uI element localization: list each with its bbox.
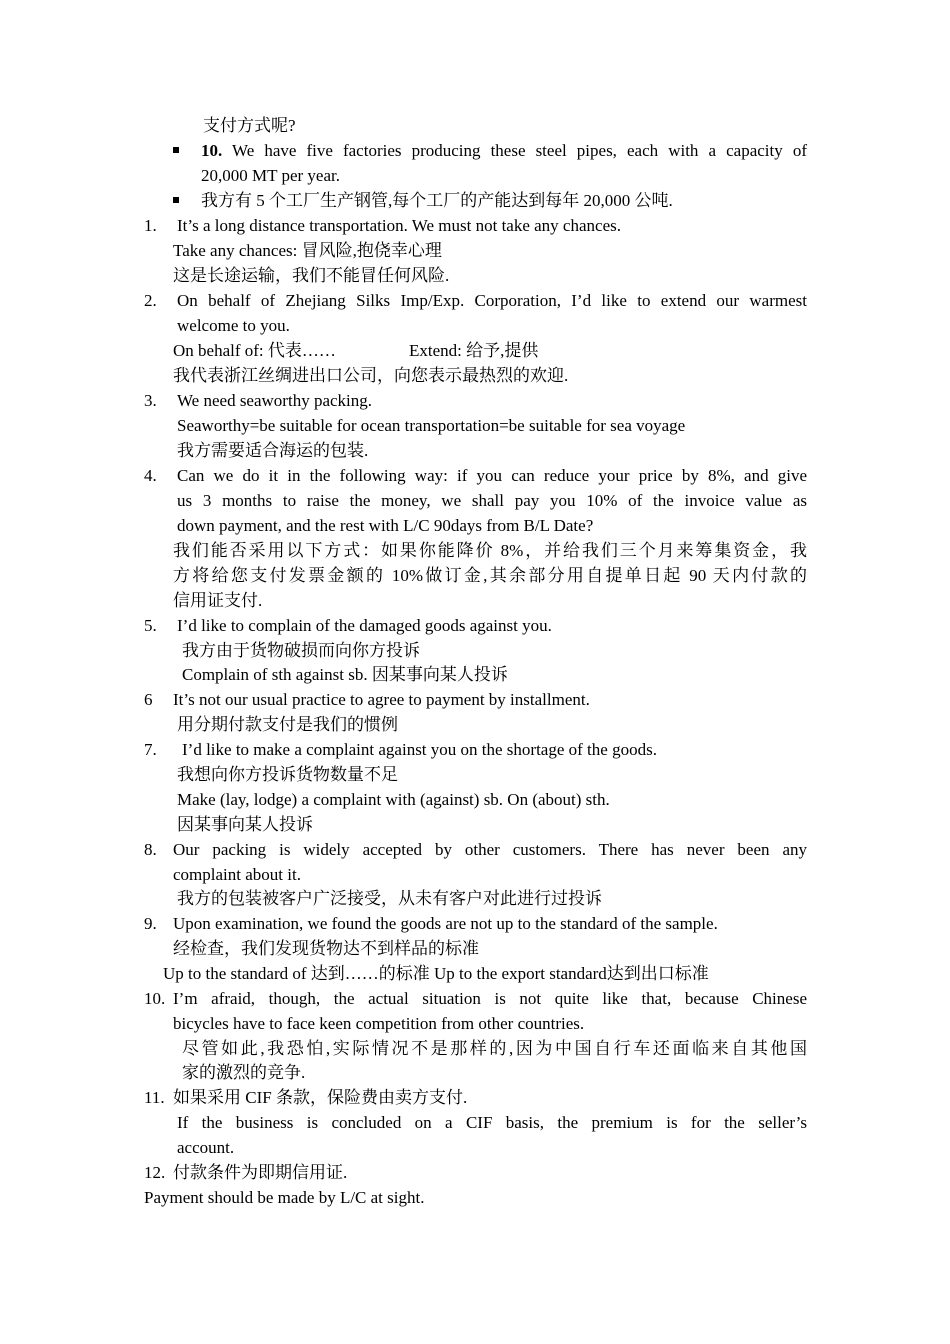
bullet-marker — [173, 197, 179, 203]
item-12-line-1: 付款条件为即期信用证. — [173, 1163, 348, 1182]
item-9-line-3: Up to the standard of 达到……的标准 Up to the export standard达到出口标准 — [163, 964, 709, 983]
item-12-line-2: Payment should be made by L/C at sight. — [144, 1188, 425, 1207]
item-5-line-2: 我方由于货物破损而向你方投诉 — [182, 641, 420, 660]
item-7-line-3: Make (lay, lodge) a complaint with (against) sb. On (about) sth. — [177, 790, 610, 809]
item-1-line-2: Take any chances: 冒风险,抱侥幸心理 — [173, 241, 442, 260]
item-2-number: 2. — [144, 291, 157, 310]
item-12-number: 12. — [144, 1163, 166, 1182]
item-10-number: 10. — [144, 989, 166, 1008]
item-4-number: 4. — [144, 466, 157, 485]
item-2-line-2: welcome to you. — [177, 316, 290, 335]
continued-chinese-line: 支付方式呢? — [203, 116, 296, 135]
item-4-line-4: 我们能否采用以下方式：如果你能降价 8%，并给我们三个月来筹集资金，我 — [173, 541, 807, 560]
item-3-number: 3. — [144, 391, 157, 410]
bullet-10-line-1: 10. We have five factories producing these steel pipes, each with a capacity of — [201, 141, 807, 160]
item-4-line-3: down payment, and the rest with L/C 90days from B/L Date? — [177, 516, 594, 535]
item-9-line-2: 经检查，我们发现货物达不到样品的标准 — [173, 939, 479, 958]
item-11-line-1: 如果采用 CIF 条款，保险费由卖方支付. — [173, 1088, 468, 1107]
item-7-line-4: 因某事向某人投诉 — [177, 815, 313, 834]
item-1-line-1: It’s a long distance transportation. We must not take any chances. — [177, 216, 621, 235]
item-4-line-1: Can we do it in the following way: if you can reduce your price by 8%, and give — [177, 466, 807, 485]
item-6-line-1: It’s not our usual practice to agree to payment by installment. — [173, 690, 590, 709]
item-3-line-3: 我方需要适合海运的包装. — [177, 441, 369, 460]
item-11-line-3: account. — [177, 1138, 235, 1157]
bullet-10-number: 10. — [201, 141, 223, 160]
item-8-line-1: Our packing is widely accepted by other customers. There has never been any — [173, 840, 807, 859]
item-4-line-2: us 3 months to raise the money, we shall pay you 10% of the invoice value as — [177, 491, 807, 510]
item-3-line-1: We need seaworthy packing. — [177, 391, 373, 410]
item-5-number: 5. — [144, 616, 157, 635]
item-10-line-2: bicycles have to face keen competition from other countries. — [173, 1014, 585, 1033]
bullet-10-chinese: 我方有 5 个工厂生产钢管,每个工厂的产能达到每年 20,000 公吨. — [201, 191, 673, 210]
item-9-number: 9. — [144, 914, 157, 933]
item-2-line-3b: Extend: 给予,提供 — [409, 341, 539, 360]
item-8-line-2: complaint about it. — [173, 865, 301, 884]
item-3-line-2: Seaworthy=be suitable for ocean transportation=be suitable for sea voyage — [177, 416, 686, 435]
item-10-line-1: I’m afraid, though, the actual situation is not quite like that, because Chinese — [173, 989, 807, 1008]
item-8-line-3: 我方的包装被客户广泛接受，从未有客户对此进行过投诉 — [177, 889, 602, 908]
item-5-line-3: Complain of sth against sb. 因某事向某人投诉 — [182, 665, 508, 684]
item-8-number: 8. — [144, 840, 157, 859]
item-6-number: 6 — [144, 690, 153, 709]
item-9-line-1: Upon examination, we found the goods are not up to the standard of the sample. — [173, 914, 718, 933]
item-10-line-4: 家的激烈的竞争. — [182, 1063, 306, 1082]
item-5-line-1: I’d like to complain of the damaged goods against you. — [177, 616, 552, 635]
item-11-line-2: If the business is concluded on a CIF basis, the premium is for the seller’s — [177, 1113, 807, 1132]
item-2-line-1: On behalf of Zhejiang Silks Imp/Exp. Corporation, I’d like to extend our warmest — [177, 291, 807, 310]
item-11-number: 11. — [144, 1088, 165, 1107]
item-2-line-4: 我代表浙江丝绸进出口公司，向您表示最热烈的欢迎. — [173, 366, 569, 385]
item-7-number: 7. — [144, 740, 157, 759]
item-4-line-5: 方将给您支付发票金额的 10%做订金,其余部分用自提单日起 90 天内付款的 — [173, 566, 807, 585]
item-1-line-3: 这是长途运输，我们不能冒任何风险. — [173, 266, 450, 285]
item-6-line-2: 用分期付款支付是我们的惯例 — [177, 715, 398, 734]
item-10-line-3: 尽管如此,我恐怕,实际情况不是那样的,因为中国自行车还面临来自其他国 — [182, 1039, 807, 1058]
item-1-number: 1. — [144, 216, 157, 235]
item-2-line-3a: On behalf of: 代表…… — [173, 341, 336, 360]
item-7-line-2: 我想向你方投诉货物数量不足 — [177, 765, 398, 784]
item-4-line-6: 信用证支付. — [173, 591, 263, 610]
bullet-marker — [173, 147, 179, 153]
item-7-line-1: I’d like to make a complaint against you on the shortage of the goods. — [182, 740, 657, 759]
bullet-10-line-2: 20,000 MT per year. — [201, 166, 340, 185]
